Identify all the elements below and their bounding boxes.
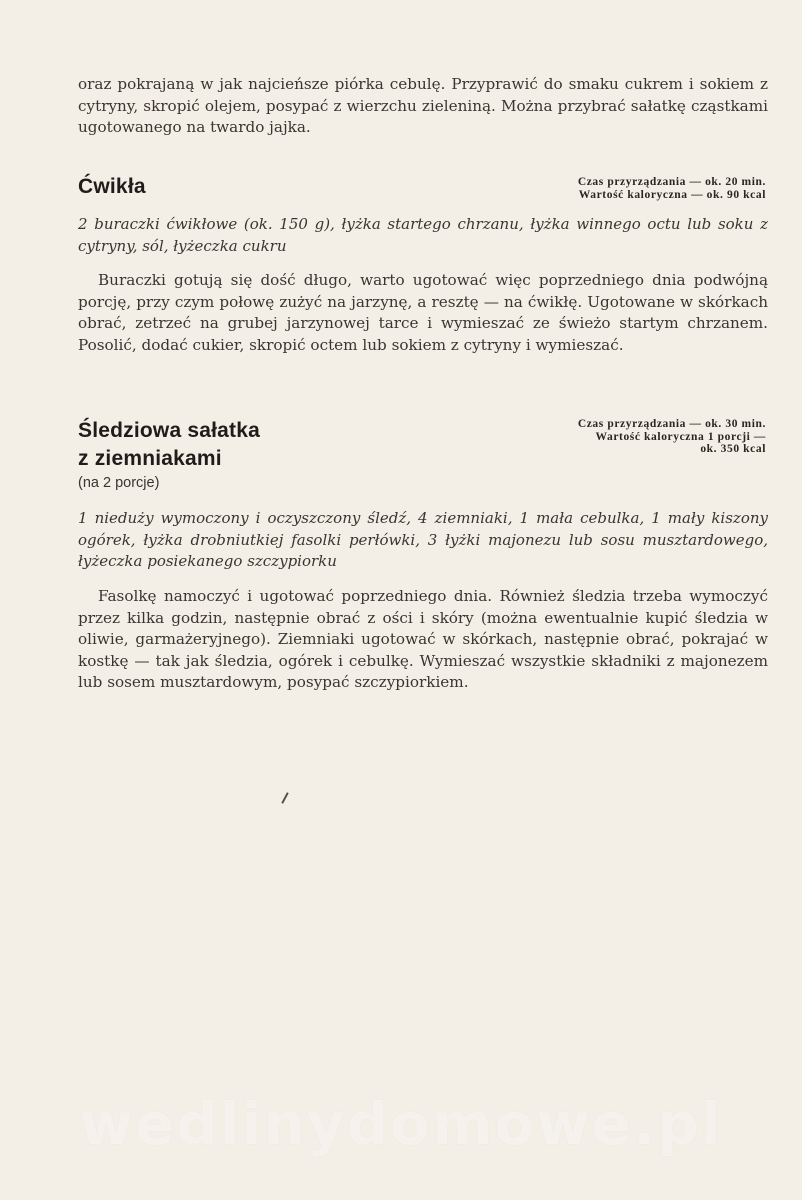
recipe-meta-sledziowa (486, 418, 766, 456)
portion-note: (na 2 porcje) (78, 475, 160, 491)
recipe-title-sledziowa-line1: Śledziowa sałatka (78, 419, 260, 442)
calories: Wartość kaloryczna — ok. 90 kcal (578, 188, 766, 201)
instructions-sledziowa: Fasolkę namoczyć i ugotować poprzedniego dnia. Również śledzia trzeba wymoczyć przez kilka godzin, następnie obrać z ości i skóry (można ewentualnie kupić śledzia w oliwie, garmażeryjnego). Ziemniaki ugotować w skórkach, następnie obrać, pokrajać w kostkę — tak jak śledzia, ogórek i cebulkę. Wymieszać wszystkie składniki z majonezem lub sosem musztardowym, posypać szczypiorkiem. (78, 587, 768, 691)
prep-time: Czas przyrządzania — ok. 30 min. (577, 418, 766, 430)
pen-mark (281, 792, 288, 804)
recipe-title-cwikla: Ćwikła (78, 175, 146, 198)
recipe-title-sledziowa-line2: z ziemniakami (78, 447, 222, 470)
instructions-cwikla: Buraczki gotują się dość długo, warto ugotować więc poprzedniego dnia podwójną porcję, przy czym połowę zużyć na jarzynę, a resztę — na ćwikłę. Ugotowane w skórkach obrać, zetrzeć na grubej jarzynowej tarce i wymieszać ze świeżo startym chrzanem. Posolić, dodać cukier, skropić octem lub sokiem z cytryny i wymieszać. (78, 271, 768, 354)
calories: Wartość kaloryczna 1 porcji — (595, 430, 766, 443)
ingredients-sledziowa: 1 nieduży wymoczony i oczyszczony śledź, 4 ziemniaki, 1 mała cebulka, 1 mały kiszony ogórek, łyżka drobniutkiej fasolki perłówki, 3 łyżki majonezu lub sosu musztardowego, łyżeczka posiekanego szczypiorku (78, 509, 768, 570)
calories-value: ok. 350 kcal (700, 443, 766, 455)
ingredients-cwikla: 2 buraczki ćwikłowe (ok. 150 g), łyżka startego chrzanu, łyżka winnego octu lub soku z cytryny, sól, łyżeczka cukru (78, 215, 768, 255)
prep-time: Czas przyrządzania — ok. 20 min. (577, 176, 766, 188)
continued-paragraph: oraz pokrajaną w jak najcieńsze piórka cebulę. Przyprawić do smaku cukrem i sokiem z cytryny, skropić olejem, posypać z wierzchu zieleniną. Można przybrać sałatkę cząstkami ugotowanego na twardo jajka. (78, 75, 768, 136)
watermark: wedlinydomowe.pl (79, 1090, 723, 1158)
recipe-meta-cwikla (486, 176, 766, 201)
